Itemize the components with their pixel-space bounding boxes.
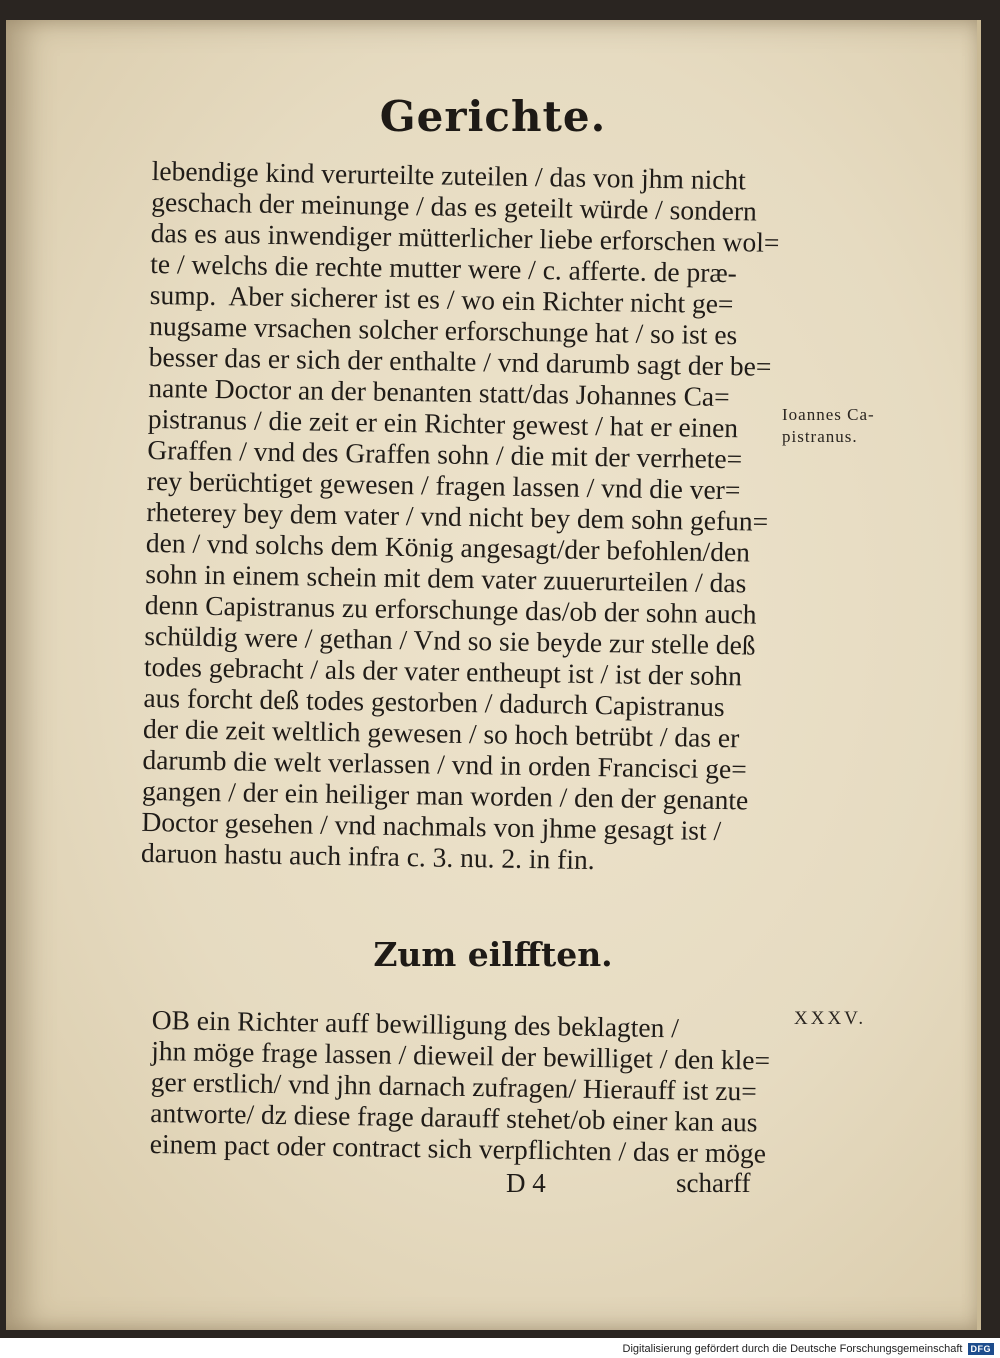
section-text-line: antworte/ dz diese frage darauff stehet/ob einer kan aus xyxy=(150,1096,758,1138)
body-text-line: pistranus / die zeit er ein Richter gewest / hat er einen xyxy=(147,402,739,444)
body-text-line: te / welchs die rechte mutter were / c. afferte. de præ- xyxy=(150,247,738,289)
footer xyxy=(623,1343,994,1355)
body-text-line: lebendige kind verurteilte zuteilen / das von jhm nicht xyxy=(151,155,747,196)
body-text-line: geschach der meinunge / das es geteilt würde / sondern xyxy=(151,185,758,227)
body-text-line: Doctor gesehen / vnd nachmals von jhme gesagt ist / xyxy=(141,805,722,847)
section-text-line: einem pact oder contract sich verpflichten / das er möge xyxy=(149,1127,767,1169)
body-text-line: nante Doctor an der benanten statt/das Johannes Ca= xyxy=(148,371,730,413)
signature-mark: D 4 xyxy=(506,1168,546,1198)
body-text-line: daruon hastu auch infra c. 3. nu. 2. in fin. xyxy=(140,836,595,876)
body-text-line: nugsame vrsachen solcher erforschunge hat / so ist es xyxy=(149,309,738,351)
body-text-line: das es aus inwendiger mütterlicher liebe erforschen wol= xyxy=(150,216,780,258)
page-edge xyxy=(977,20,981,1330)
body-text-line: schüldig were / gethan / Vnd so sie beyde zur stelle deß xyxy=(144,619,756,661)
section-text-line: jhn möge frage lassen / dieweil der bewilliget / den kle= xyxy=(151,1034,771,1076)
body-text-line: darumb die welt verlassen / vnd in orden Francisci ge= xyxy=(142,743,747,785)
dfg-logo: DFG xyxy=(968,1343,995,1355)
body-text-line: denn Capistranus zu erforschunge das/ob der sohn auch xyxy=(144,588,757,630)
body-text-line: den / vnd solchs dem König angesagt/der befohlen/den xyxy=(145,526,751,568)
body-text xyxy=(141,155,792,878)
body-text-line: rey berüchtiget gewesen / fragen lassen / vnd die ver= xyxy=(146,464,741,506)
body-text-line: todes gebracht / als der vater entheupt ist / ist der sohn xyxy=(143,650,743,692)
body-text-line: gangen / der ein heiliger man worden / den der genante xyxy=(141,774,749,816)
marginal-note-line-1: Ioannes Ca- xyxy=(782,405,875,424)
body-text-line: aus forcht deß todes gestorben / dadurch Capistranus xyxy=(143,681,725,723)
page-header: Gerichte. xyxy=(379,92,607,141)
section-text-line: ger erstlich/ vnd jhn darnach zufragen/ Hierauff ist zu= xyxy=(150,1065,757,1107)
section-heading: Zum eilfften. xyxy=(373,935,613,974)
footer-credit: Digitalisierung gefördert durch die Deutsche Forschungsgemeinschaft xyxy=(622,1343,963,1355)
body-text-line: rheterey bey dem vater / vnd nicht bey dem sohn gefun= xyxy=(146,495,769,537)
body-text-line: der die zeit weltlich gewesen / so hoch betrübt / das er xyxy=(142,712,740,754)
body-text-line: Graffen / vnd des Graffen sohn / die mit der verrhete= xyxy=(147,433,743,475)
body-text-line: sohn in einem schein mit dem vater zuuerurteilen / das xyxy=(145,557,747,599)
section-text xyxy=(150,1004,792,1169)
body-text-line: sump. Aber sicherer ist es / wo ein Richter nicht ge= xyxy=(149,278,734,320)
marginal-note-line-2: pistranus. xyxy=(782,427,858,446)
catchword: scharff xyxy=(676,1168,751,1198)
section-text-line: OB ein Richter auff bewilligung des beklagten / xyxy=(151,1004,680,1044)
book-page xyxy=(6,20,980,1330)
body-text-line: besser das er sich der enthalte / vnd darumb sagt der be= xyxy=(148,340,772,382)
marginal-number: XXXV. xyxy=(794,1008,867,1029)
